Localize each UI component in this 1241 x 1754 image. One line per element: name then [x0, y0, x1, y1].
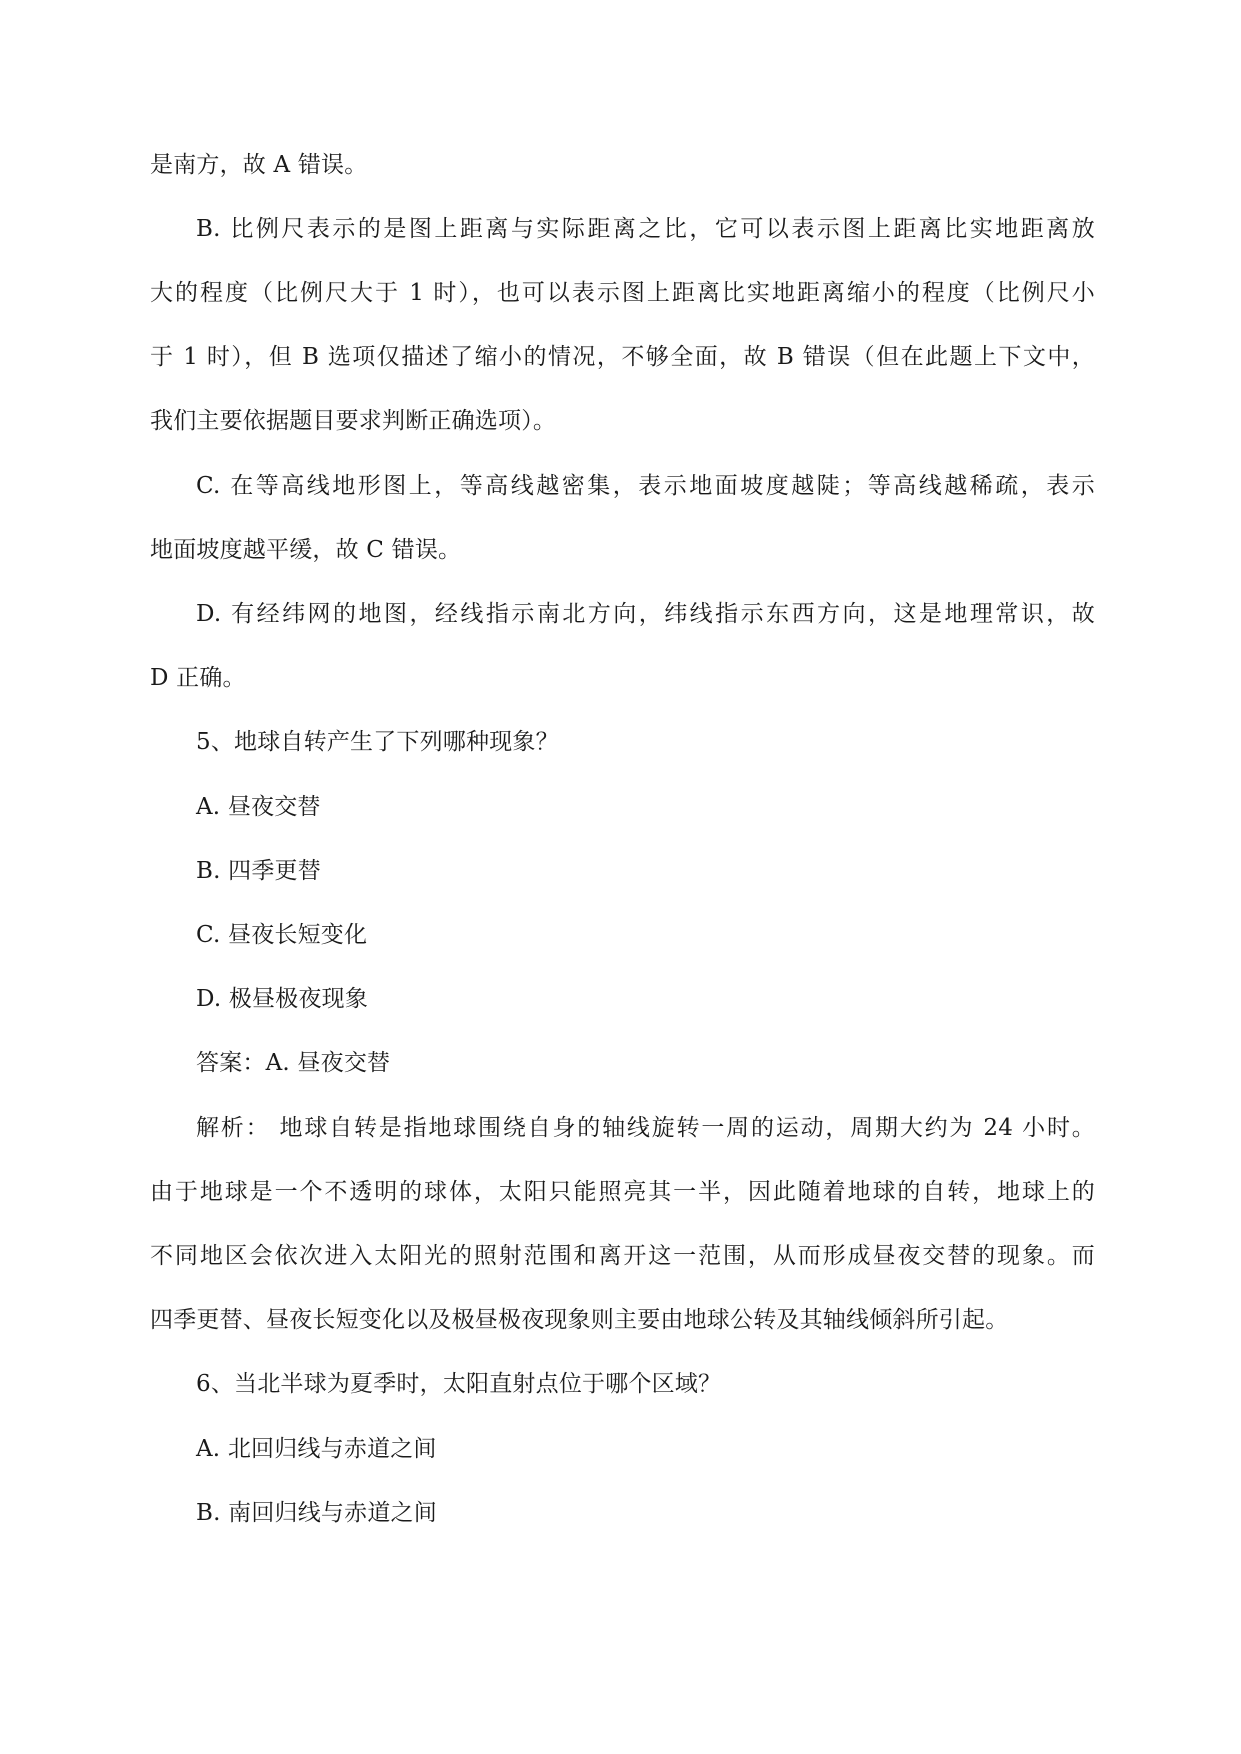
paragraph-line: D 正确。	[150, 665, 246, 691]
paragraph-line: D. 有经纬网的地图，经线指示南北方向，纬线指示东西方向，这是地理常识，故	[196, 601, 1095, 627]
paragraph-line: 我们主要依据题目要求判断正确选项）。	[150, 408, 557, 434]
analysis-line: 由于地球是一个不透明的球体，太阳只能照亮其一半，因此随着地球的自转，地球上的	[150, 1179, 1095, 1205]
option-c: C. 昼夜长短变化	[196, 922, 368, 948]
option-d: D. 极昼极夜现象	[196, 986, 369, 1012]
answer-line: 答案：A. 昼夜交替	[196, 1050, 391, 1076]
analysis-line: 四季更替、昼夜长短变化以及极昼极夜现象则主要由地球公转及其轴线倾斜所引起。	[150, 1307, 1009, 1333]
paragraph-line: 于 1 时），但 B 选项仅描述了缩小的情况，不够全面，故 B 错误（但在此题上下文中，	[150, 344, 1095, 370]
paragraph-line: 地面坡度越平缓，故 C 错误。	[150, 537, 462, 563]
option-a: A. 昼夜交替	[196, 794, 321, 820]
paragraph-line: B. 比例尺表示的是图上距离与实际距离之比，它可以表示图上距离比实地距离放	[196, 216, 1095, 242]
option-b: B. 四季更替	[196, 858, 321, 884]
question-title: 5、地球自转产生了下列哪种现象？	[196, 729, 559, 755]
analysis-line: 解析： 地球自转是指地球围绕自身的轴线旋转一周的运动，周期大约为 24 小时。	[196, 1115, 1095, 1141]
paragraph-line: 大的程度（比例尺大于 1 时），也可以表示图上距离比实地距离缩小的程度（比例尺小	[150, 280, 1095, 306]
analysis-line: 不同地区会依次进入太阳光的照射范围和离开这一范围，从而形成昼夜交替的现象。而	[150, 1243, 1095, 1269]
question-title: 6、当北半球为夏季时，太阳直射点位于哪个区域？	[196, 1371, 722, 1397]
option-a: A. 北回归线与赤道之间	[196, 1436, 437, 1462]
paragraph-line: 是南方，故 A 错误。	[150, 152, 368, 178]
paragraph-line: C. 在等高线地形图上，等高线越密集，表示地面坡度越陡；等高线越稀疏，表示	[196, 473, 1095, 499]
option-b: B. 南回归线与赤道之间	[196, 1500, 437, 1526]
